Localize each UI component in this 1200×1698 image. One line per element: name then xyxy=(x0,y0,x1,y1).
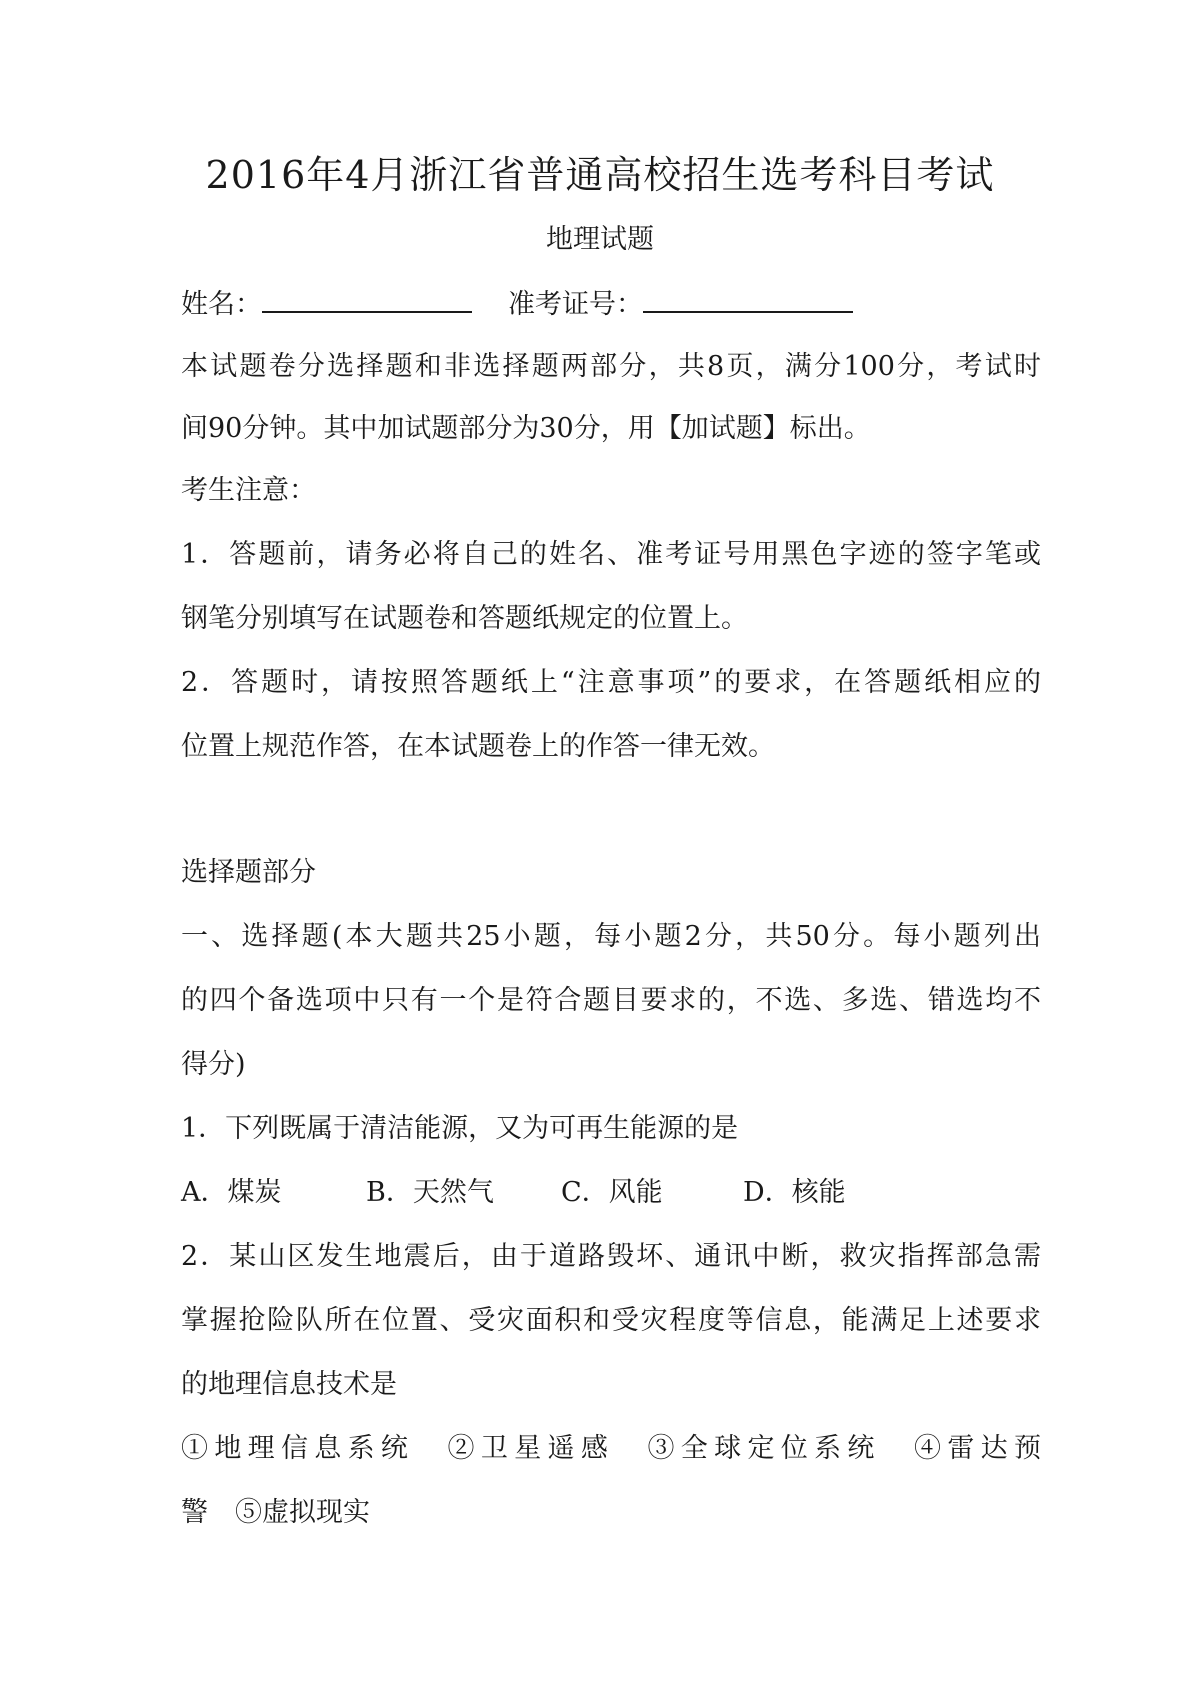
question-1-option-a: A．煤炭 xyxy=(181,1177,282,1208)
section-heading: 选择题部分 xyxy=(181,857,316,888)
question-1-options xyxy=(181,1175,1041,1211)
section-instruction-line-1: 一、选择题(本大题共25小题，每小题2分，共50分。每小题列出 xyxy=(181,921,1041,952)
notice-item-2-line-2: 位置上规范作答，在本试题卷上的作答一律无效。 xyxy=(181,731,775,762)
question-1-option-b: B．天然气 xyxy=(366,1177,494,1208)
notice-item-1-line-1: 1．答题前，请务必将自己的姓名、准考证号用黑色字迹的签字笔或 xyxy=(181,539,1041,570)
exam-title: 2016年4月浙江省普通高校招生选考科目考试 xyxy=(205,153,995,197)
question-2-choices-line-2: 警 ⑤虚拟现实 xyxy=(181,1497,370,1528)
question-2-stem-line-2: 掌握抢险队所在位置、受灾面积和受灾程度等信息，能满足上述要求 xyxy=(181,1305,1041,1336)
intro-line-1: 本试题卷分选择题和非选择题两部分，共8页，满分100分，考试时 xyxy=(181,351,1041,382)
candidate-fields xyxy=(181,287,1041,323)
notice-item-2-line-1: 2．答题时，请按照答题纸上“注意事项”的要求，在答题纸相应的 xyxy=(181,667,1041,698)
question-1-option-c: C．风能 xyxy=(561,1177,663,1208)
question-1-option-d: D．核能 xyxy=(743,1177,846,1208)
question-2-choices-line-1: ①地理信息系统 ②卫星遥感 ③全球定位系统 ④雷达预 xyxy=(181,1433,1041,1464)
intro-line-2: 间90分钟。其中加试题部分为30分，用【加试题】标出。 xyxy=(181,413,871,444)
section-instruction-line-2: 的四个备选项中只有一个是符合题目要求的，不选、多选、错选均不 xyxy=(181,985,1041,1016)
name-label: 姓名： xyxy=(181,289,262,320)
question-2-stem-line-3: 的地理信息技术是 xyxy=(181,1369,397,1400)
section-instruction-line-3: 得分) xyxy=(181,1049,246,1080)
exam-subtitle: 地理试题 xyxy=(546,224,654,255)
notice-heading: 考生注意： xyxy=(181,475,316,506)
question-2-stem-line-1: 2．某山区发生地震后，由于道路毁坏、通讯中断，救灾指挥部急需 xyxy=(181,1241,1041,1272)
exam-id-label: 准考证号： xyxy=(508,289,643,320)
notice-item-1-line-2: 钢笔分别填写在试题卷和答题纸规定的位置上。 xyxy=(181,603,748,634)
exam-id-blank xyxy=(643,289,853,313)
name-blank xyxy=(262,289,472,313)
question-1-stem: 1．下列既属于清洁能源，又为可再生能源的是 xyxy=(181,1113,739,1144)
